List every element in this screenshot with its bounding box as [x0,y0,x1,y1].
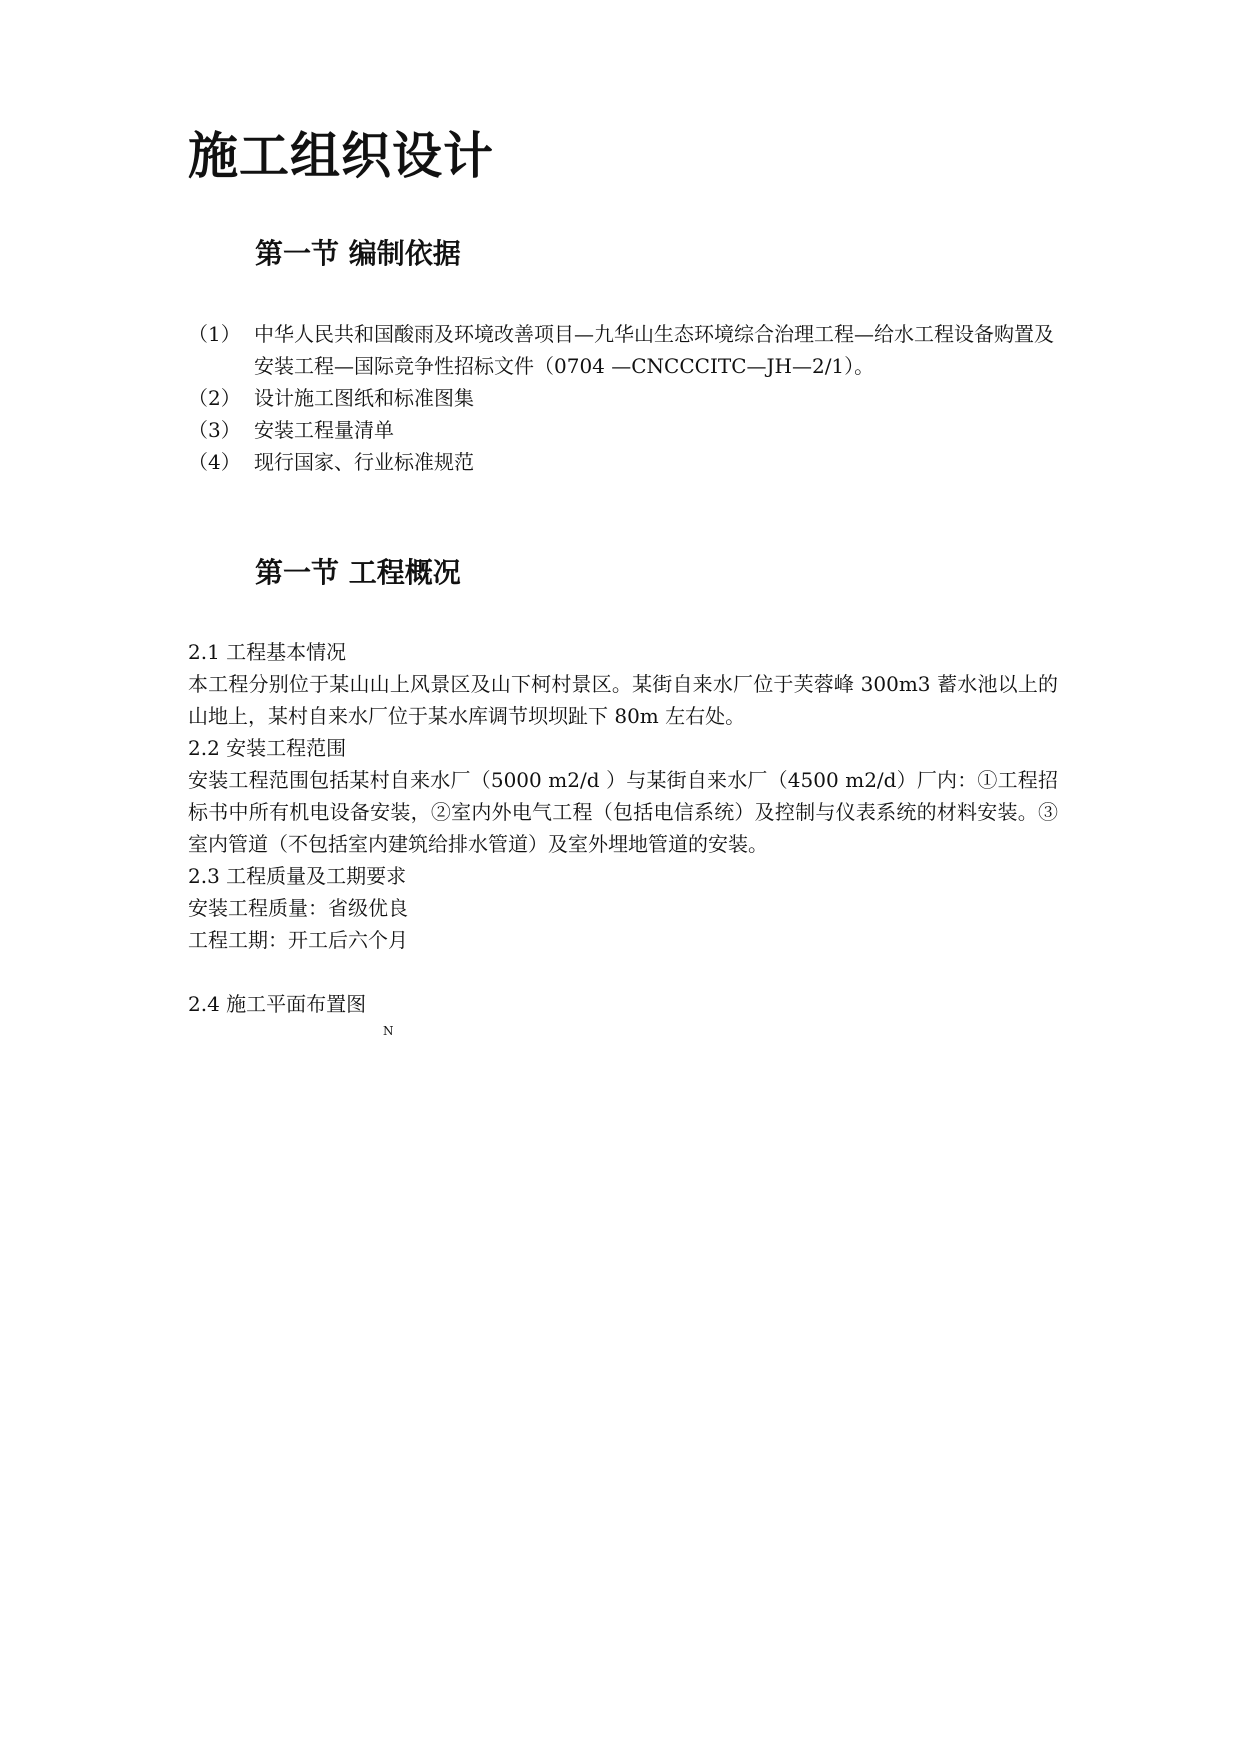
basis-list [188,318,1058,478]
list-item-text: 中华人民共和国酸雨及环境改善项目—九华山生态环境综合治理工程—给水工程设备购置及安装工程—国际竞争性招标文件（0704 —CNCCCITC—JH—2/1）。 [254,322,1054,378]
subsection-heading-layout: 2.4 施工平面布置图 [188,992,367,1016]
section-heading-overview: 第一节 工程概况 [255,556,461,589]
list-item [188,382,1058,414]
quality-text: 安装工程质量：省级优良 [188,896,408,920]
section-heading-basis: 第一节 编制依据 [255,237,461,270]
list-item [188,446,1058,478]
list-item [188,414,1058,446]
list-item-text: 设计施工图纸和标准图集 [254,386,474,410]
overview-body [188,636,1058,1020]
list-item-number: （3） [188,418,241,442]
list-item-number: （1） [188,322,241,346]
spacer [188,956,1058,988]
list-item-number: （2） [188,386,241,410]
period-text: 工程工期：开工后六个月 [188,928,408,952]
subsection-heading-quality: 2.3 工程质量及工期要求 [188,864,407,888]
list-item [188,318,1058,382]
list-item-text: 安装工程量清单 [254,418,394,442]
document-title: 施工组织设计 [188,126,494,185]
list-item-text: 现行国家、行业标准规范 [254,450,474,474]
subsection-heading-basic-info: 2.1 工程基本情况 [188,640,347,664]
scope-text: 安装工程范围包括某村自来水厂（5000 m2/d ）与某街自来水厂（4500 m2/d）厂内：①工程招标书中所有机电设备安装，②室内外电气工程（包括电信系统）及控制与仪表系统的材料安装。③室内管道（不包括室内建筑给排水管道）及室外埋地管道的安装。 [188,768,1058,856]
basic-info-text: 本工程分别位于某山山上风景区及山下柯村景区。某街自来水厂位于芙蓉峰 300m3 蓄水池以上的山地上，某村自来水厂位于某水库调节坝坝趾下 80m 左右处。 [188,672,1058,728]
north-label: N [383,1024,394,1038]
subsection-heading-scope: 2.2 安装工程范围 [188,736,347,760]
list-item-number: （4） [188,450,241,474]
